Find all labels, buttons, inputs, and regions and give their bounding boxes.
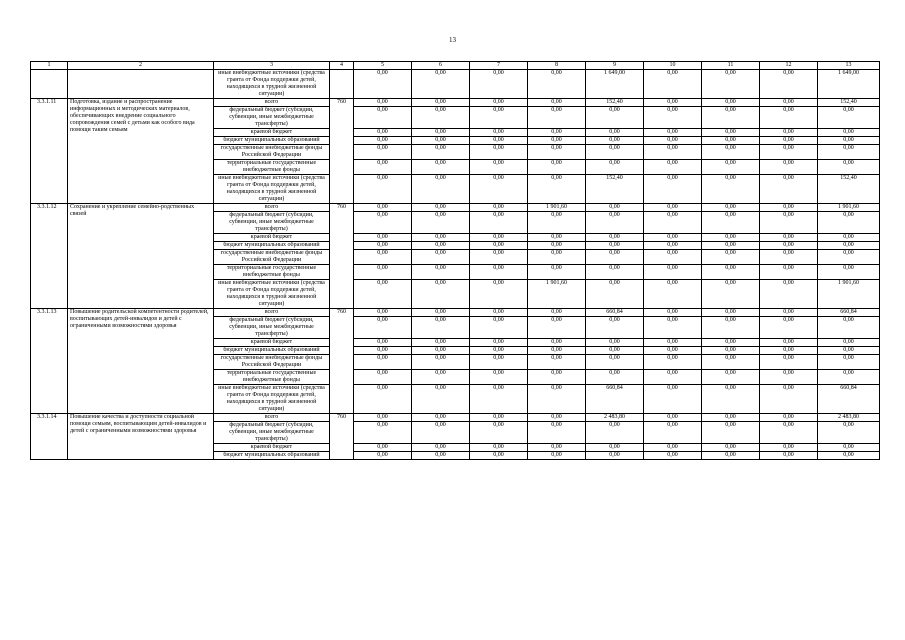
value-cell: 0,00: [818, 339, 880, 347]
value-cell: 1 649,00: [818, 70, 880, 99]
value-cell: 0,00: [412, 452, 470, 460]
value-cell: 0,00: [354, 234, 412, 242]
value-cell: 0,00: [702, 137, 760, 145]
value-cell: 0,00: [760, 145, 818, 160]
value-cell: 0,00: [760, 347, 818, 355]
value-cell: 0,00: [702, 145, 760, 160]
value-cell: 0,00: [470, 414, 528, 422]
value-cell: 0,00: [354, 242, 412, 250]
value-cell: 0,00: [702, 339, 760, 347]
value-cell: 0,00: [644, 414, 702, 422]
value-cell: 0,00: [818, 355, 880, 370]
value-cell: 0,00: [702, 452, 760, 460]
value-cell: 0,00: [412, 242, 470, 250]
value-cell: 0,00: [470, 212, 528, 234]
value-cell: 0,00: [818, 265, 880, 280]
value-cell: 0,00: [354, 212, 412, 234]
value-cell: 0,00: [354, 355, 412, 370]
value-cell: 0,00: [528, 242, 586, 250]
value-cell: 0,00: [586, 317, 644, 339]
value-cell: 0,00: [702, 385, 760, 414]
table-row: [31, 99, 880, 107]
funding-source-cell: иные внебюджетные источники (средства гранта от Фонда поддержки детей, находящихся в трудной жизненной ситуации): [214, 385, 330, 414]
value-cell: 0,00: [528, 129, 586, 137]
value-cell: 0,00: [412, 370, 470, 385]
value-cell: 0,00: [644, 370, 702, 385]
value-cell: 0,00: [528, 355, 586, 370]
funding-source-cell: иные внебюджетные источники (средства гранта от Фонда поддержки детей, находящихся в трудной жизненной ситуации): [214, 175, 330, 204]
value-cell: 0,00: [760, 212, 818, 234]
value-cell: 0,00: [470, 385, 528, 414]
value-cell: 0,00: [760, 280, 818, 309]
value-cell: 0,00: [354, 204, 412, 212]
column-number: 2: [68, 62, 214, 70]
value-cell: 0,00: [354, 99, 412, 107]
value-cell: 0,00: [644, 385, 702, 414]
value-cell: 0,00: [470, 204, 528, 212]
funding-source-cell: государственные внебюджетные фонды Российской Федерации: [214, 145, 330, 160]
value-cell: 0,00: [818, 107, 880, 129]
value-cell: 0,00: [412, 137, 470, 145]
value-cell: 0,00: [528, 212, 586, 234]
value-cell: 0,00: [470, 175, 528, 204]
value-cell: 0,00: [470, 309, 528, 317]
value-cell: 0,00: [760, 242, 818, 250]
value-cell: 0,00: [470, 347, 528, 355]
value-cell: 0,00: [702, 70, 760, 99]
value-cell: 0,00: [412, 175, 470, 204]
value-cell: 0,00: [354, 265, 412, 280]
value-cell: 0,00: [354, 309, 412, 317]
value-cell: 0,00: [818, 212, 880, 234]
value-cell: 0,00: [354, 107, 412, 129]
column-number: 5: [354, 62, 412, 70]
value-cell: 0,00: [644, 70, 702, 99]
table-row: [31, 414, 880, 422]
value-cell: 0,00: [702, 422, 760, 444]
value-cell: 0,00: [528, 234, 586, 242]
code-column-cell: [330, 70, 354, 99]
table-row: [31, 309, 880, 317]
value-cell: 0,00: [528, 347, 586, 355]
value-cell: 0,00: [528, 414, 586, 422]
value-cell: 1 901,60: [818, 204, 880, 212]
funding-source-cell: федеральный бюджет (субсидии, субвенции, иные межбюджетные трансферты): [214, 107, 330, 129]
funding-source-cell: государственные внебюджетные фонды Российской Федерации: [214, 355, 330, 370]
value-cell: 0,00: [702, 204, 760, 212]
value-cell: 0,00: [760, 452, 818, 460]
value-cell: 0,00: [354, 70, 412, 99]
value-cell: 0,00: [586, 422, 644, 444]
value-cell: 0,00: [644, 99, 702, 107]
value-cell: 0,00: [586, 129, 644, 137]
value-cell: 0,00: [818, 145, 880, 160]
value-cell: 152,40: [818, 175, 880, 204]
value-cell: 0,00: [528, 444, 586, 452]
code-column-cell: 760: [330, 204, 354, 309]
value-cell: 0,00: [412, 280, 470, 309]
value-cell: 0,00: [818, 452, 880, 460]
value-cell: 0,00: [470, 137, 528, 145]
value-cell: 0,00: [354, 452, 412, 460]
value-cell: 0,00: [528, 422, 586, 444]
value-cell: 0,00: [760, 444, 818, 452]
value-cell: 0,00: [412, 129, 470, 137]
funding-source-cell: территориальные государственные внебюджетные фонды: [214, 370, 330, 385]
page-number: 13: [449, 36, 456, 44]
value-cell: 0,00: [760, 339, 818, 347]
value-cell: 0,00: [470, 107, 528, 129]
value-cell: 0,00: [412, 234, 470, 242]
value-cell: 0,00: [760, 129, 818, 137]
value-cell: 0,00: [586, 370, 644, 385]
activity-name: Сохранение и укрепление семейно-родственных связей: [68, 204, 214, 309]
value-cell: 0,00: [702, 317, 760, 339]
value-cell: 2 483,80: [818, 414, 880, 422]
funding-source-cell: бюджет муниципальных образований: [214, 452, 330, 460]
value-cell: 0,00: [644, 265, 702, 280]
value-cell: 0,00: [586, 212, 644, 234]
value-cell: 0,00: [470, 355, 528, 370]
funding-source-cell: бюджет муниципальных образований: [214, 347, 330, 355]
funding-source-cell: федеральный бюджет (субсидии, субвенции, иные межбюджетные трансферты): [214, 422, 330, 444]
value-cell: 0,00: [354, 370, 412, 385]
value-cell: 0,00: [760, 317, 818, 339]
funding-source-cell: бюджет муниципальных образований: [214, 242, 330, 250]
value-cell: 0,00: [644, 160, 702, 175]
value-cell: 0,00: [644, 355, 702, 370]
value-cell: 0,00: [586, 444, 644, 452]
value-cell: 0,00: [354, 422, 412, 444]
value-cell: 0,00: [412, 250, 470, 265]
value-cell: 0,00: [354, 175, 412, 204]
funding-source-cell: федеральный бюджет (субсидии, субвенции, иные межбюджетные трансферты): [214, 317, 330, 339]
value-cell: 0,00: [354, 129, 412, 137]
code-column-cell: 760: [330, 99, 354, 204]
value-cell: 0,00: [702, 265, 760, 280]
activity-code: 3.3.1.11: [31, 99, 68, 204]
value-cell: 1 901,60: [528, 204, 586, 212]
value-cell: 0,00: [470, 339, 528, 347]
value-cell: 0,00: [586, 265, 644, 280]
value-cell: 0,00: [412, 204, 470, 212]
column-number: 4: [330, 62, 354, 70]
funding-source-cell: федеральный бюджет (субсидии, субвенции, иные межбюджетные трансферты): [214, 212, 330, 234]
value-cell: 0,00: [760, 99, 818, 107]
value-cell: 0,00: [528, 317, 586, 339]
value-cell: 0,00: [644, 339, 702, 347]
value-cell: 0,00: [702, 242, 760, 250]
value-cell: 0,00: [760, 70, 818, 99]
value-cell: 0,00: [702, 355, 760, 370]
value-cell: 0,00: [470, 452, 528, 460]
value-cell: 0,00: [586, 355, 644, 370]
value-cell: 0,00: [644, 444, 702, 452]
value-cell: 0,00: [818, 347, 880, 355]
column-number: 13: [818, 62, 880, 70]
value-cell: 0,00: [470, 422, 528, 444]
value-cell: 0,00: [354, 280, 412, 309]
value-cell: 0,00: [586, 160, 644, 175]
value-cell: 0,00: [412, 145, 470, 160]
value-cell: 0,00: [354, 317, 412, 339]
funding-source-cell: иные внебюджетные источники (средства гранта от Фонда поддержки детей, находящихся в трудной жизненной ситуации): [214, 70, 330, 99]
activity-name: Подготовка, издание и распространение информационных и методических материалов, обеспечивающих внедрение социального сопровождения семей с детьми как особого вида помощи таким семьям: [68, 99, 214, 204]
value-cell: 0,00: [412, 107, 470, 129]
value-cell: 152,40: [586, 99, 644, 107]
column-number: 12: [760, 62, 818, 70]
value-cell: 0,00: [412, 212, 470, 234]
activity-name: Повышение качества и доступности социальной помощи семьям, воспитывающим детей-инвалидов и детей с ограниченными возможностями здоровья: [68, 414, 214, 460]
value-cell: 0,00: [702, 99, 760, 107]
funding-source-cell: бюджет муниципальных образований: [214, 137, 330, 145]
value-cell: 0,00: [412, 347, 470, 355]
value-cell: 0,00: [354, 347, 412, 355]
value-cell: 0,00: [644, 347, 702, 355]
value-cell: 0,00: [760, 250, 818, 265]
value-cell: 0,00: [702, 414, 760, 422]
value-cell: 0,00: [470, 280, 528, 309]
activity-name: Повышение родительской компетентности родителей, воспитывающих детей-инвалидов и детей с ограниченными возможностями здоровья: [68, 309, 214, 414]
value-cell: 0,00: [354, 145, 412, 160]
value-cell: 0,00: [412, 160, 470, 175]
value-cell: 0,00: [644, 129, 702, 137]
funding-source-cell: всего: [214, 204, 330, 212]
value-cell: 152,40: [818, 99, 880, 107]
value-cell: 0,00: [470, 317, 528, 339]
value-cell: 0,00: [412, 265, 470, 280]
value-cell: 2 483,80: [586, 414, 644, 422]
funding-source-cell: всего: [214, 414, 330, 422]
value-cell: 0,00: [528, 265, 586, 280]
value-cell: 0,00: [702, 160, 760, 175]
value-cell: 0,00: [586, 137, 644, 145]
value-cell: 0,00: [586, 204, 644, 212]
value-cell: 0,00: [586, 280, 644, 309]
value-cell: 0,00: [702, 212, 760, 234]
activity-code: 3.3.1.13: [31, 309, 68, 414]
funding-source-cell: всего: [214, 309, 330, 317]
value-cell: 0,00: [470, 99, 528, 107]
code-cell: [31, 70, 68, 99]
value-cell: 660,84: [818, 309, 880, 317]
column-number: 8: [528, 62, 586, 70]
value-cell: 0,00: [528, 385, 586, 414]
value-cell: 0,00: [818, 234, 880, 242]
value-cell: 0,00: [470, 265, 528, 280]
value-cell: 0,00: [586, 107, 644, 129]
value-cell: 0,00: [644, 212, 702, 234]
value-cell: 152,40: [586, 175, 644, 204]
value-cell: 0,00: [760, 309, 818, 317]
funding-source-cell: краевой бюджет: [214, 234, 330, 242]
value-cell: 0,00: [760, 175, 818, 204]
value-cell: 660,84: [586, 385, 644, 414]
value-cell: 0,00: [760, 355, 818, 370]
table-row: [31, 204, 880, 212]
column-number: 7: [470, 62, 528, 70]
funding-source-cell: иные внебюджетные источники (средства гранта от Фонда поддержки детей, находящихся в трудной жизненной ситуации): [214, 280, 330, 309]
value-cell: 0,00: [528, 250, 586, 265]
value-cell: 0,00: [412, 385, 470, 414]
value-cell: 1 901,60: [818, 280, 880, 309]
column-number: 11: [702, 62, 760, 70]
funding-source-cell: территориальные государственные внебюджетные фонды: [214, 160, 330, 175]
value-cell: 0,00: [760, 160, 818, 175]
value-cell: 0,00: [818, 370, 880, 385]
column-number: 1: [31, 62, 68, 70]
value-cell: 0,00: [644, 250, 702, 265]
value-cell: 0,00: [586, 242, 644, 250]
value-cell: 0,00: [818, 422, 880, 444]
value-cell: 0,00: [644, 452, 702, 460]
value-cell: 0,00: [528, 99, 586, 107]
funding-source-cell: государственные внебюджетные фонды Российской Федерации: [214, 250, 330, 265]
value-cell: 660,84: [818, 385, 880, 414]
value-cell: 0,00: [412, 309, 470, 317]
value-cell: 0,00: [528, 452, 586, 460]
value-cell: 0,00: [528, 137, 586, 145]
column-number-row: [31, 62, 880, 70]
value-cell: 0,00: [702, 309, 760, 317]
value-cell: 0,00: [644, 175, 702, 204]
value-cell: 0,00: [528, 370, 586, 385]
value-cell: 0,00: [586, 145, 644, 160]
value-cell: 0,00: [528, 107, 586, 129]
activity-name-cell: [68, 70, 214, 99]
activity-code: 3.3.1.14: [31, 414, 68, 460]
value-cell: 1 901,60: [528, 280, 586, 309]
value-cell: 0,00: [470, 129, 528, 137]
value-cell: 0,00: [702, 175, 760, 204]
value-cell: 660,84: [586, 309, 644, 317]
value-cell: 0,00: [586, 347, 644, 355]
value-cell: 0,00: [702, 107, 760, 129]
value-cell: 0,00: [354, 414, 412, 422]
value-cell: 0,00: [818, 242, 880, 250]
value-cell: 0,00: [644, 234, 702, 242]
value-cell: 0,00: [470, 70, 528, 99]
value-cell: 0,00: [702, 347, 760, 355]
value-cell: 0,00: [412, 444, 470, 452]
value-cell: 0,00: [644, 242, 702, 250]
value-cell: 0,00: [702, 444, 760, 452]
value-cell: 0,00: [818, 129, 880, 137]
value-cell: 0,00: [760, 204, 818, 212]
column-number: 10: [644, 62, 702, 70]
value-cell: 0,00: [644, 145, 702, 160]
value-cell: 0,00: [412, 99, 470, 107]
value-cell: 0,00: [470, 160, 528, 175]
column-number: 6: [412, 62, 470, 70]
funding-source-cell: территориальные государственные внебюджетные фонды: [214, 265, 330, 280]
value-cell: 0,00: [760, 422, 818, 444]
value-cell: 0,00: [644, 422, 702, 444]
table-body: [31, 62, 880, 460]
value-cell: 0,00: [818, 160, 880, 175]
value-cell: 0,00: [528, 339, 586, 347]
activity-code: 3.3.1.12: [31, 204, 68, 309]
value-cell: 0,00: [354, 160, 412, 175]
value-cell: 0,00: [702, 280, 760, 309]
value-cell: 0,00: [760, 107, 818, 129]
funding-source-cell: краевой бюджет: [214, 339, 330, 347]
value-cell: 0,00: [760, 234, 818, 242]
value-cell: 0,00: [644, 137, 702, 145]
value-cell: 0,00: [818, 317, 880, 339]
value-cell: 0,00: [470, 242, 528, 250]
value-cell: 0,00: [702, 129, 760, 137]
value-cell: 0,00: [354, 339, 412, 347]
value-cell: 0,00: [528, 70, 586, 99]
value-cell: 0,00: [354, 250, 412, 265]
value-cell: 0,00: [470, 250, 528, 265]
value-cell: 0,00: [818, 444, 880, 452]
value-cell: 0,00: [528, 309, 586, 317]
value-cell: 0,00: [644, 204, 702, 212]
value-cell: 0,00: [528, 145, 586, 160]
value-cell: 0,00: [644, 317, 702, 339]
value-cell: 0,00: [586, 452, 644, 460]
value-cell: 0,00: [470, 444, 528, 452]
value-cell: 0,00: [702, 250, 760, 265]
value-cell: 0,00: [354, 385, 412, 414]
code-column-cell: 760: [330, 309, 354, 414]
funding-source-cell: краевой бюджет: [214, 129, 330, 137]
budget-table: [30, 61, 880, 460]
value-cell: 0,00: [644, 107, 702, 129]
value-cell: 1 649,00: [586, 70, 644, 99]
value-cell: 0,00: [586, 339, 644, 347]
value-cell: 0,00: [470, 370, 528, 385]
value-cell: 0,00: [818, 250, 880, 265]
value-cell: 0,00: [412, 355, 470, 370]
value-cell: 0,00: [760, 265, 818, 280]
column-number: 9: [586, 62, 644, 70]
value-cell: 0,00: [412, 339, 470, 347]
value-cell: 0,00: [586, 234, 644, 242]
value-cell: 0,00: [470, 234, 528, 242]
value-cell: 0,00: [412, 317, 470, 339]
value-cell: 0,00: [760, 385, 818, 414]
value-cell: 0,00: [412, 70, 470, 99]
funding-source-cell: всего: [214, 99, 330, 107]
column-number: 3: [214, 62, 330, 70]
value-cell: 0,00: [644, 309, 702, 317]
value-cell: 0,00: [760, 370, 818, 385]
code-column-cell: 760: [330, 414, 354, 460]
value-cell: 0,00: [528, 175, 586, 204]
value-cell: 0,00: [818, 137, 880, 145]
value-cell: 0,00: [586, 250, 644, 265]
value-cell: 0,00: [528, 160, 586, 175]
table-row: [31, 70, 880, 99]
value-cell: 0,00: [702, 370, 760, 385]
value-cell: 0,00: [354, 444, 412, 452]
value-cell: 0,00: [412, 422, 470, 444]
value-cell: 0,00: [354, 137, 412, 145]
funding-source-cell: краевой бюджет: [214, 444, 330, 452]
value-cell: 0,00: [412, 414, 470, 422]
value-cell: 0,00: [760, 414, 818, 422]
value-cell: 0,00: [760, 137, 818, 145]
value-cell: 0,00: [644, 280, 702, 309]
value-cell: 0,00: [470, 145, 528, 160]
value-cell: 0,00: [702, 234, 760, 242]
